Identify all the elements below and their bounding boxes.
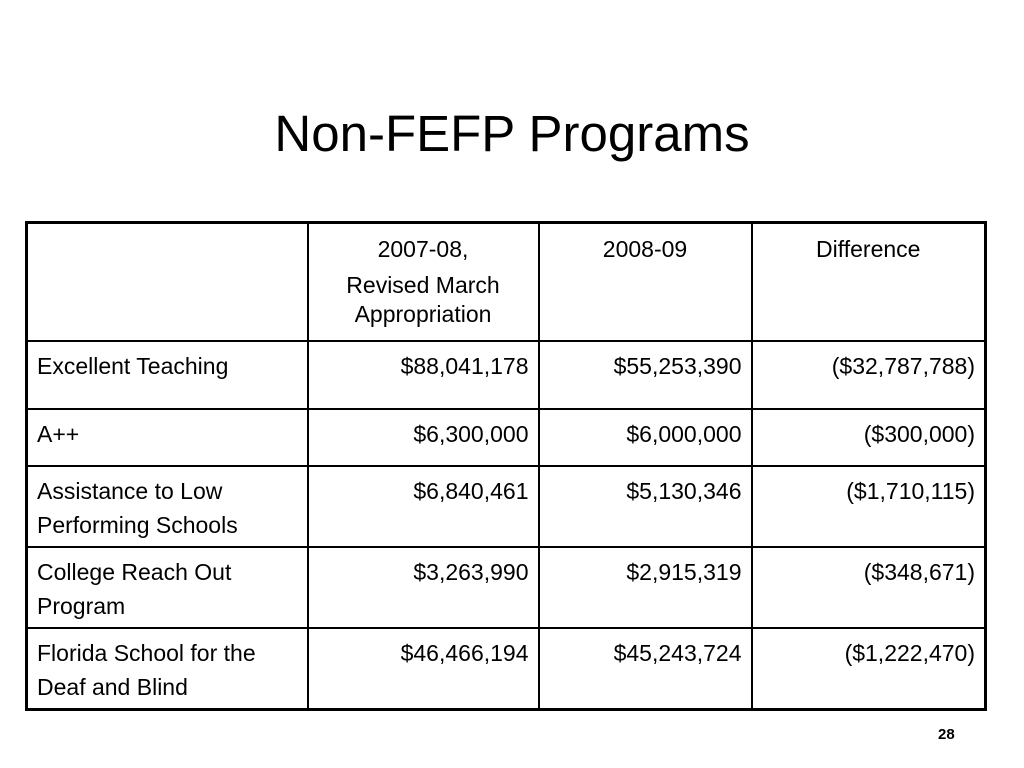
value-difference: ($300,000) bbox=[752, 409, 986, 466]
value-2008-09: $55,253,390 bbox=[539, 341, 752, 409]
value-2007-08: $6,300,000 bbox=[308, 409, 539, 466]
table-row bbox=[27, 409, 986, 466]
programs-table bbox=[25, 221, 987, 711]
program-name: A++ bbox=[27, 409, 308, 466]
header-2007-08 bbox=[308, 223, 539, 341]
value-2007-08: $3,263,990 bbox=[308, 547, 539, 628]
value-2008-09: $45,243,724 bbox=[539, 628, 752, 710]
header-2007-08-line-1: 2007-08, bbox=[377, 236, 469, 262]
header-difference: Difference bbox=[752, 223, 986, 341]
value-difference: ($32,787,788) bbox=[752, 341, 986, 409]
program-name: Assistance to Low Performing Schools bbox=[27, 466, 308, 547]
program-name: Florida School for the Deaf and Blind bbox=[27, 628, 308, 710]
value-2007-08: $46,466,194 bbox=[308, 628, 539, 710]
header-2007-08-line-2: Revised March bbox=[346, 272, 500, 298]
header-program bbox=[27, 223, 308, 341]
table-row bbox=[27, 628, 986, 710]
program-name: College Reach Out Program bbox=[27, 547, 308, 628]
program-name: Excellent Teaching bbox=[27, 341, 308, 409]
table-header-row bbox=[27, 223, 986, 341]
value-2008-09: $2,915,319 bbox=[539, 547, 752, 628]
value-difference: ($1,222,470) bbox=[752, 628, 986, 710]
value-2007-08: $6,840,461 bbox=[308, 466, 539, 547]
page-number: 28 bbox=[938, 726, 955, 743]
value-2007-08: $88,041,178 bbox=[308, 341, 539, 409]
table-row bbox=[27, 466, 986, 547]
value-2008-09: $5,130,346 bbox=[539, 466, 752, 547]
slide-title: Non-FEFP Programs bbox=[274, 105, 750, 162]
header-2007-08-line-3: Appropriation bbox=[354, 301, 492, 327]
value-difference: ($348,671) bbox=[752, 547, 986, 628]
table-row bbox=[27, 547, 986, 628]
value-difference: ($1,710,115) bbox=[752, 466, 986, 547]
value-2008-09: $6,000,000 bbox=[539, 409, 752, 466]
header-2008-09: 2008-09 bbox=[539, 223, 752, 341]
table-row bbox=[27, 341, 986, 409]
